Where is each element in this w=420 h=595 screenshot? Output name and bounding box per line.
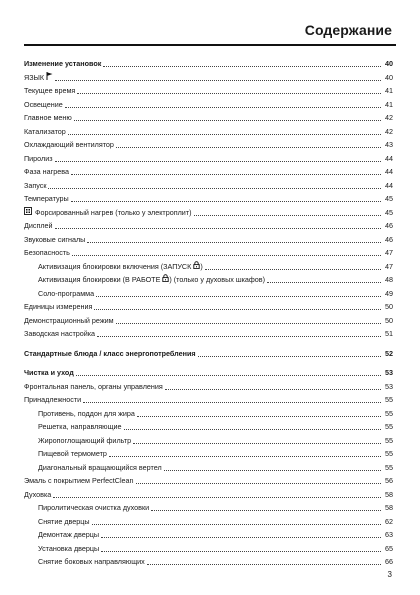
leader-dots (116, 138, 381, 148)
toc-entry-label (24, 260, 203, 274)
leader-dots (124, 420, 382, 430)
toc-entry[interactable] (24, 515, 393, 529)
toc-entry-page: 40 (385, 59, 393, 68)
toc-entry-label (24, 219, 53, 233)
leader-dots (267, 273, 381, 283)
toc-entry-page: 53 (385, 368, 393, 377)
leader-dots (109, 447, 381, 457)
toc-entry-label (24, 98, 63, 112)
toc-entry-text: Форсированный нагрев (только у электроплит) (35, 207, 192, 217)
toc-entry[interactable] (24, 260, 393, 274)
leader-dots (48, 179, 381, 189)
toc-entry-label (24, 515, 90, 529)
leader-dots (133, 434, 381, 444)
toc-entry-label (24, 233, 85, 247)
page-title: Содержание (304, 22, 392, 38)
toc-entry-text: Снятие дверцы (38, 516, 90, 526)
leader-dots (74, 111, 381, 121)
toc-entry-label (24, 84, 75, 98)
toc-entry-page: 50 (385, 315, 393, 325)
toc-entry-page: 63 (385, 530, 393, 539)
toc-entry-page: 55 (385, 422, 393, 431)
leader-dots (198, 347, 381, 357)
flag-icon (46, 71, 53, 85)
toc-entry-page: 47 (385, 248, 393, 257)
page-number: 3 (387, 570, 392, 579)
toc-entry[interactable] (24, 206, 393, 220)
toc-entry-text: Снятие боковых направляющих (38, 557, 145, 566)
toc-entry-page: 44 (385, 153, 393, 163)
toc-entry[interactable] (24, 447, 393, 461)
toc-entry[interactable] (24, 179, 393, 193)
toc-entry[interactable] (24, 542, 393, 556)
toc-entry-suffix: ) (только у духовых шкафов) (169, 275, 266, 284)
toc-entry-text: Дисплей (24, 221, 53, 230)
toc-entry[interactable] (24, 165, 393, 179)
leader-dots (55, 71, 381, 81)
leader-dots (147, 555, 381, 565)
toc-entry-page: 45 (385, 207, 393, 217)
toc-entry-text: Демонтаж дверцы (38, 530, 99, 539)
toc-entry-text: ЯЗЫК (24, 72, 45, 82)
leader-dots (97, 327, 381, 337)
toc-entry[interactable] (24, 380, 393, 394)
toc-entry-text: Демонстрационный режим (24, 315, 114, 325)
leader-dots (116, 314, 381, 324)
leader-dots (55, 219, 381, 229)
toc-entry[interactable] (24, 152, 393, 166)
toc-entry-suffix: ) (200, 261, 203, 271)
toc-entry[interactable] (24, 366, 393, 380)
toc-entry[interactable] (24, 57, 393, 71)
toc-entry-page: 51 (385, 329, 393, 338)
leader-dots (164, 461, 381, 471)
toc-entry-page: 55 (385, 395, 393, 404)
toc-entry-page: 53 (385, 381, 393, 391)
toc-entry-label (24, 407, 135, 421)
toc-entry-page: 44 (385, 167, 393, 176)
leader-dots (68, 125, 381, 135)
toc-entry-label (24, 71, 53, 85)
toc-entry-label (24, 152, 53, 166)
leader-dots (205, 260, 381, 270)
toc-entry-text: Освещение (24, 99, 63, 109)
toc-entry-text: Запуск (24, 180, 47, 190)
toc-entry-page: 65 (385, 543, 393, 553)
toc-entry-text: Принадлежности (24, 395, 82, 404)
toc-entry-page: 62 (385, 516, 393, 526)
toc-entry-label (24, 287, 94, 301)
toc-entry-text: Соло-программа (38, 288, 95, 298)
toc-entry-text: Жиропоглощающий фильтр (38, 435, 132, 445)
toc-entry-label (24, 57, 101, 71)
leader-dots (194, 206, 381, 216)
booster-heat-icon (24, 206, 32, 220)
toc-entry-page: 41 (385, 86, 393, 95)
leader-dots (65, 98, 381, 108)
toc-entry-label (24, 366, 74, 380)
toc-entry-text: Главное меню (24, 113, 72, 122)
toc-entry[interactable] (24, 347, 393, 361)
toc-entry[interactable] (24, 125, 393, 139)
toc-entry-page: 58 (385, 489, 393, 499)
toc-entry-text: Звуковые сигналы (24, 234, 86, 244)
toc-entry-page: 46 (385, 234, 393, 244)
toc-entry-page: 49 (385, 288, 393, 298)
toc-entry-label (24, 314, 114, 328)
toc-entry-label (24, 179, 46, 193)
table-of-contents (24, 57, 393, 569)
leader-dots (71, 192, 381, 202)
toc-entry[interactable] (24, 488, 393, 502)
toc-entry[interactable] (24, 84, 393, 98)
toc-entry[interactable] (24, 71, 393, 85)
toc-entry-page: 55 (385, 435, 393, 445)
toc-entry-label (24, 461, 162, 475)
toc-entry-page: 55 (385, 408, 393, 418)
toc-entry[interactable] (24, 246, 393, 260)
leader-dots (165, 380, 381, 390)
toc-entry[interactable] (24, 501, 393, 515)
leader-dots (103, 57, 381, 67)
toc-entry-page: 58 (385, 503, 393, 512)
toc-entry[interactable] (24, 287, 393, 301)
toc-entry-label (24, 528, 99, 542)
toc-entry-page: 43 (385, 140, 393, 149)
toc-entry[interactable] (24, 327, 393, 341)
toc-entry-text: Диагональный вращающийся вертел (38, 462, 162, 472)
toc-entry-text: Активизация блокировки (В РАБОТЕ (38, 275, 161, 284)
toc-entry-page: 44 (385, 180, 393, 190)
toc-entry[interactable] (24, 219, 393, 233)
toc-entry-label (24, 434, 131, 448)
toc-entry-page: 55 (385, 449, 393, 458)
toc-entry-page: 46 (385, 221, 393, 230)
toc-entry[interactable] (24, 528, 393, 542)
toc-entry-label (24, 542, 99, 556)
leader-dots (83, 393, 381, 403)
toc-entry-label (24, 192, 69, 206)
toc-entry-page: 66 (385, 557, 393, 566)
leader-dots (71, 165, 381, 175)
toc-entry-text: Духовка (24, 489, 52, 499)
leader-dots (151, 501, 381, 511)
leader-dots (94, 300, 381, 310)
toc-entry[interactable] (24, 111, 393, 125)
leader-dots (72, 246, 381, 256)
toc-entry-label (24, 420, 122, 434)
toc-entry-text: Противень, поддон для жира (38, 408, 135, 418)
header-rule (24, 44, 396, 46)
leader-dots (76, 366, 381, 376)
toc-entry[interactable] (24, 314, 393, 328)
toc-entry[interactable] (24, 555, 393, 569)
toc-entry[interactable] (24, 434, 393, 448)
toc-entry[interactable] (24, 474, 393, 488)
toc-entry-label (24, 246, 70, 260)
toc-entry-label (24, 501, 149, 515)
toc-entry-label (24, 111, 72, 125)
leader-dots (77, 84, 381, 94)
leader-dots (101, 528, 381, 538)
leader-dots (92, 515, 381, 525)
toc-entry-text: Установка дверцы (38, 543, 100, 553)
leader-dots (101, 542, 381, 552)
toc-entry-label (24, 300, 92, 314)
toc-entry-label (24, 347, 196, 361)
toc-entry-text: Охлаждающий вентилятор (24, 140, 114, 149)
toc-entry[interactable] (24, 138, 393, 152)
toc-entry-text: Безопасность (24, 248, 70, 257)
toc-entry-text: Единицы измерения (24, 302, 93, 311)
toc-entry-text: Чистка и уход (24, 368, 74, 377)
leader-dots (55, 152, 381, 162)
toc-entry-text: Катализатор (24, 126, 66, 136)
toc-entry-page: 55 (385, 462, 393, 472)
toc-entry-text: Пиролиз (24, 153, 53, 163)
toc-entry-page: 50 (385, 302, 393, 311)
leader-dots (137, 407, 381, 417)
toc-entry-label (24, 327, 95, 341)
toc-entry-label (24, 273, 265, 287)
toc-entry-text: Пиролитическая очистка духовки (38, 503, 150, 512)
toc-entry-text: Фаза нагрева (24, 167, 69, 176)
toc-entry-page: 40 (385, 72, 393, 82)
toc-entry-label (24, 138, 114, 152)
leader-dots (96, 287, 381, 297)
toc-entry-text: Стандартные блюда / класс энергопотребления (24, 348, 196, 358)
toc-entry-label (24, 474, 134, 488)
toc-entry-label (24, 380, 163, 394)
toc-entry-label (24, 447, 107, 461)
toc-entry-page: 47 (385, 261, 393, 271)
toc-entry-text: Фронтальная панель, органы управления (24, 381, 163, 391)
toc-entry-page: 52 (385, 348, 393, 358)
toc-entry[interactable] (24, 192, 393, 206)
leader-dots (87, 233, 381, 243)
toc-entry-page: 45 (385, 194, 393, 203)
toc-entry-label (24, 125, 66, 139)
toc-entry-page: 41 (385, 99, 393, 109)
leader-dots (136, 474, 381, 484)
toc-entry-text: Активизация блокировки включения (ЗАПУСК (38, 261, 192, 271)
toc-entry[interactable] (24, 98, 393, 112)
toc-entry-text: Заводская настройка (24, 329, 96, 338)
toc-entry-page: 48 (385, 275, 393, 284)
toc-entry-label (24, 393, 81, 407)
toc-entry[interactable] (24, 393, 393, 407)
toc-entry-text: Температуры (24, 194, 69, 203)
leader-dots (53, 488, 381, 498)
toc-entry[interactable] (24, 300, 393, 314)
toc-entry-page: 42 (385, 126, 393, 136)
toc-entry-label (24, 206, 192, 220)
toc-entry-text: Текущее время (24, 86, 76, 95)
toc-entry-text: Эмаль с покрытием PerfectClean (24, 476, 134, 485)
toc-entry-text: Пищевой термометр (38, 449, 107, 458)
toc-entry-label (24, 555, 145, 569)
toc-entry[interactable] (24, 461, 393, 475)
toc-entry-label (24, 488, 51, 502)
toc-entry[interactable] (24, 273, 393, 287)
toc-entry[interactable] (24, 407, 393, 421)
toc-entry-text: Изменение установок (24, 59, 102, 68)
toc-entry-label (24, 165, 69, 179)
toc-entry[interactable] (24, 420, 393, 434)
toc-entry-page: 56 (385, 476, 393, 485)
toc-entry-page: 42 (385, 113, 393, 122)
toc-entry-text: Решетка, направляющие (38, 422, 122, 431)
toc-entry[interactable] (24, 233, 393, 247)
